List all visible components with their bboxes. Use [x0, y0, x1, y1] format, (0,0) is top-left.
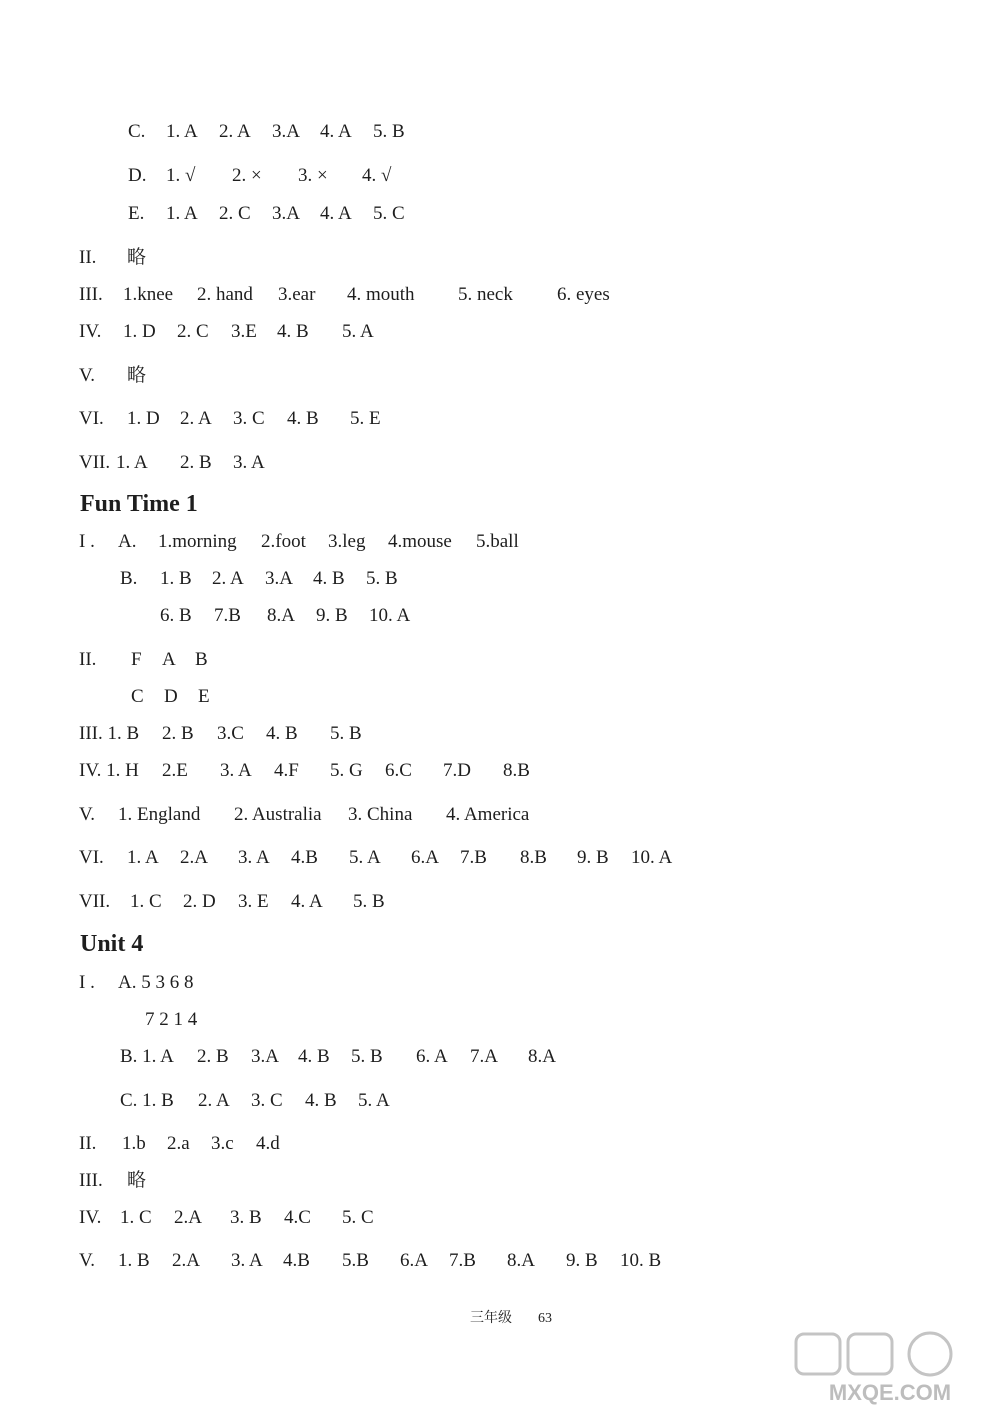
answer-cell: 3. × — [298, 165, 328, 186]
answer-cell: 7.D — [443, 760, 471, 781]
answer-cell: D — [164, 686, 178, 707]
answer-cell: 9. B — [577, 847, 609, 868]
answer-cell: 4.B — [283, 1250, 310, 1271]
answer-cell: 4. A — [291, 891, 323, 912]
answer-cell: 5. A — [349, 847, 381, 868]
answer-cell: 5. B — [353, 891, 385, 912]
answer-cell: 4.mouse — [388, 531, 452, 552]
answer-cell: 2.A — [180, 847, 208, 868]
answer-cell: 3.A — [251, 1046, 279, 1067]
answer-cell: 4.C — [284, 1207, 311, 1228]
answer-cell: VII. — [79, 891, 111, 912]
answer-cell: 1.morning — [158, 531, 237, 552]
answer-cell: 3.leg — [328, 531, 366, 552]
answer-cell: 8.A — [507, 1250, 535, 1271]
answer-cell: 10. B — [620, 1250, 662, 1271]
answer-cell: IV. — [79, 321, 102, 342]
answer-cell: 5. neck — [458, 284, 513, 305]
answer-cell: 2.A — [172, 1250, 200, 1271]
answer-cell: 6.A — [411, 847, 439, 868]
answer-cell: III. 1. B — [79, 723, 140, 744]
section-heading: Fun Time 1 — [80, 491, 198, 517]
answer-cell: 4. B — [277, 321, 309, 342]
answer-cell: 3.A — [265, 568, 293, 589]
answer-cell: 1. A — [166, 121, 198, 142]
answer-cell: C — [131, 686, 144, 707]
answer-cell: 4.d — [256, 1133, 280, 1154]
footer-grade: 三年级 — [470, 1311, 512, 1326]
answer-cell: 3. A — [220, 760, 252, 781]
answer-cell: 3.c — [211, 1133, 234, 1154]
answer-cell: 1.b — [122, 1133, 146, 1154]
answer-cell: 7.B — [214, 605, 241, 626]
answer-cell: 7.B — [449, 1250, 476, 1271]
answer-cell: 2.foot — [261, 531, 306, 552]
answer-cell: 略 — [127, 365, 147, 386]
answer-cell: 1. England — [118, 804, 201, 825]
answer-cell: 4. mouth — [347, 284, 415, 305]
answer-cell: D. — [128, 165, 147, 186]
answer-cell: 2. B — [162, 723, 194, 744]
footer-page-number: 63 — [538, 1311, 552, 1326]
answer-cell: 6.C — [385, 760, 412, 781]
answer-cell: 2. B — [197, 1046, 229, 1067]
watermark-text: MXQE.COM — [828, 1380, 952, 1405]
answer-cell: 7.A — [470, 1046, 498, 1067]
answer-cell: C. — [128, 121, 146, 142]
answer-cell: 3.ear — [278, 284, 316, 305]
answer-cell: II. — [79, 649, 97, 670]
answer-cell: 8.A — [528, 1046, 556, 1067]
answer-cell: II. — [79, 1133, 97, 1154]
answer-cell: 3. A — [238, 847, 270, 868]
answer-cell: 7 2 1 4 — [145, 1009, 198, 1030]
answer-cell: 3.A — [272, 203, 300, 224]
answer-cell: 1. √ — [166, 165, 196, 186]
answer-cell: 2. Australia — [234, 804, 322, 825]
answer-cell: 5. C — [373, 203, 405, 224]
answer-cell: 5. A — [358, 1090, 390, 1111]
answer-cell: III. — [79, 284, 103, 305]
answer-cell: A. 5 3 6 8 — [118, 972, 194, 993]
answer-cell: 4. A — [320, 203, 352, 224]
answer-cell: 1. A — [166, 203, 198, 224]
answer-cell: 1. C — [120, 1207, 152, 1228]
answer-cell: 1. C — [130, 891, 162, 912]
answer-cell: V. — [79, 365, 96, 386]
answer-cell: 4.B — [291, 847, 318, 868]
answer-cell: 3.E — [231, 321, 257, 342]
answer-cell: 5. B — [373, 121, 405, 142]
answer-cell: 2.A — [174, 1207, 202, 1228]
answer-cell: I . — [79, 972, 95, 993]
section-heading: Unit 4 — [80, 931, 144, 957]
answer-cell: A. — [118, 531, 137, 552]
answer-cell: 2. A — [219, 121, 251, 142]
answer-cell: 2.a — [167, 1133, 190, 1154]
answer-cell: 2. B — [180, 452, 212, 473]
answer-cell: A — [162, 649, 176, 670]
answer-cell: 2. C — [219, 203, 251, 224]
answer-cell: 8.A — [267, 605, 295, 626]
answer-cell: 1. B — [160, 568, 192, 589]
answer-cell: 2.E — [162, 760, 188, 781]
watermark-logo — [788, 1328, 993, 1408]
answer-cell: 4. √ — [362, 165, 392, 186]
answer-cell: B. 1. A — [120, 1046, 174, 1067]
answer-cell: E. — [128, 203, 145, 224]
answer-cell: 3.C — [217, 723, 244, 744]
answer-cell: IV. 1. H — [79, 760, 139, 781]
answer-cell: 4. A — [320, 121, 352, 142]
answer-cell: 5. C — [342, 1207, 374, 1228]
answer-cell: 3. C — [251, 1090, 283, 1111]
answer-cell: 9. B — [316, 605, 348, 626]
answer-cell: 3. E — [238, 891, 269, 912]
answer-cell: 4. B — [313, 568, 345, 589]
answer-cell: 3.A — [272, 121, 300, 142]
answer-cell: 1. A — [116, 452, 148, 473]
answer-cell: 8.B — [520, 847, 547, 868]
answer-cell: 5. B — [330, 723, 362, 744]
answer-cell: 4. B — [305, 1090, 337, 1111]
answer-cell: 1. D — [127, 408, 160, 429]
answer-cell: 5.ball — [476, 531, 519, 552]
answer-cell: V. — [79, 1250, 96, 1271]
answer-cell: 3. China — [348, 804, 413, 825]
answer-cell: 5. B — [366, 568, 398, 589]
answer-cell: 7.B — [460, 847, 487, 868]
answer-cell: 4. America — [446, 804, 530, 825]
watermark-icon — [788, 1328, 993, 1408]
answer-cell: 4. B — [287, 408, 319, 429]
answer-cell: 2. × — [232, 165, 262, 186]
answer-cell: 2. hand — [197, 284, 253, 305]
answer-cell: 10. A — [369, 605, 411, 626]
answer-cell: 4. B — [298, 1046, 330, 1067]
answer-cell: 9. B — [566, 1250, 598, 1271]
answer-cell: VI. — [79, 408, 104, 429]
answer-cell: 5.B — [342, 1250, 369, 1271]
answer-cell: VI. — [79, 847, 104, 868]
answer-cell: 2. A — [180, 408, 212, 429]
answer-cell: 3. A — [231, 1250, 263, 1271]
answer-cell: 1. D — [123, 321, 156, 342]
answer-cell: 10. A — [631, 847, 673, 868]
answer-cell: 4.F — [274, 760, 299, 781]
answer-cell: 略 — [127, 247, 147, 268]
answer-cell: 1. A — [127, 847, 159, 868]
answer-cell: E — [198, 686, 210, 707]
answer-cell: 3. A — [233, 452, 265, 473]
answer-cell: 1. B — [118, 1250, 150, 1271]
answer-cell: 5. G — [330, 760, 363, 781]
answer-cell: 3. C — [233, 408, 265, 429]
answer-cell: 5. E — [350, 408, 381, 429]
answer-cell: IV. — [79, 1207, 102, 1228]
answer-cell: 6. A — [416, 1046, 448, 1067]
answer-cell: C. 1. B — [120, 1090, 174, 1111]
answer-cell: 5. B — [351, 1046, 383, 1067]
answer-cell: 4. B — [266, 723, 298, 744]
answer-cell: 6. B — [160, 605, 192, 626]
answer-cell: III. — [79, 1170, 103, 1191]
answer-cell: 2. A — [198, 1090, 230, 1111]
answer-cell: 2. A — [212, 568, 244, 589]
answer-cell: 略 — [127, 1170, 147, 1191]
answer-cell: II. — [79, 247, 97, 268]
answer-cell: 5. A — [342, 321, 374, 342]
answer-cell: 6. eyes — [557, 284, 610, 305]
answer-cell: VII. — [79, 452, 111, 473]
answer-cell: F — [131, 649, 142, 670]
answer-cell: 3. B — [230, 1207, 262, 1228]
answer-cell: V. — [79, 804, 96, 825]
answer-cell: B — [195, 649, 208, 670]
answer-cell: 2. C — [177, 321, 209, 342]
answer-cell: 1.knee — [123, 284, 174, 305]
answer-cell: 2. D — [183, 891, 216, 912]
answer-cell: B. — [120, 568, 138, 589]
answer-cell: 8.B — [503, 760, 530, 781]
answer-cell: 6.A — [400, 1250, 428, 1271]
answer-cell: I . — [79, 531, 95, 552]
